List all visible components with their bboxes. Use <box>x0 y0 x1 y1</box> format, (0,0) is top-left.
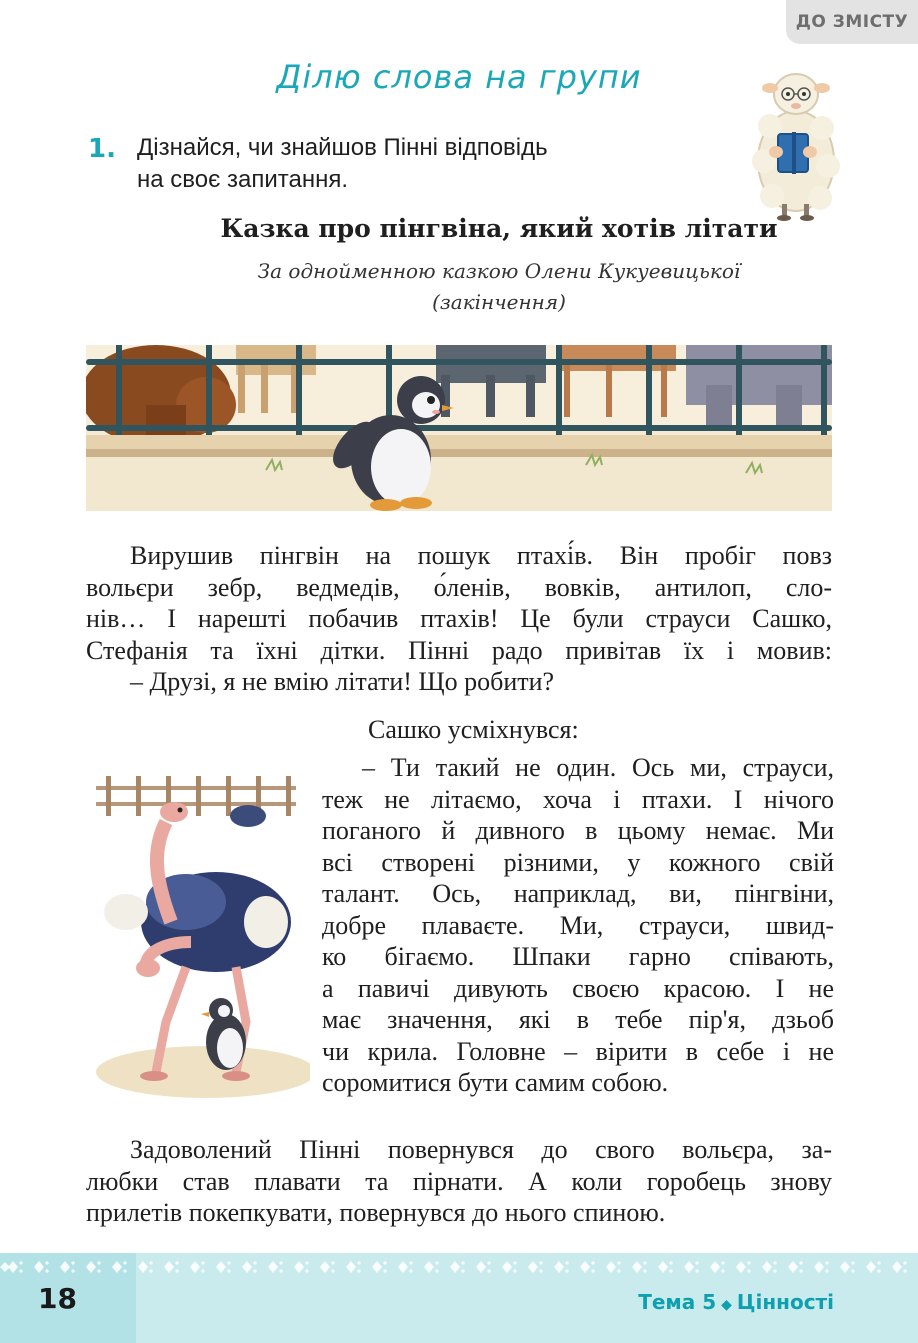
page-number: 18 <box>38 1282 77 1315</box>
ornament-motif <box>684 1261 699 1273</box>
text-line: вольєри зебр, ведмедів, о́ленів, вовків, антилоп, сло- <box>86 572 832 602</box>
theme-label <box>638 1290 834 1314</box>
separator-diamond-icon: ◆ <box>721 1297 732 1313</box>
ornament-motif <box>86 1261 101 1273</box>
text-line: талант. Ось, наприклад, ви, пінгвіни, <box>322 879 834 908</box>
ornament-motif <box>788 1261 803 1273</box>
text-line: соромитися бути самим собою. <box>322 1068 669 1097</box>
text-line: а павичі дивують своєю красою. І не <box>322 973 834 1003</box>
task-line-2: на своє запитання. <box>137 166 349 193</box>
ornament-motif <box>320 1261 335 1273</box>
paragraph-3: Сашко усміхнувся: <box>368 715 579 744</box>
ornament-motif <box>8 1261 23 1273</box>
story-source <box>0 256 918 318</box>
theme-name: Цінності <box>736 1290 834 1314</box>
ostrich-illustration <box>96 772 310 1098</box>
ornament-motif <box>762 1261 777 1273</box>
ornament-motif <box>528 1261 543 1273</box>
ornament-motif <box>814 1261 829 1273</box>
ornament-motif <box>398 1261 413 1273</box>
text-line: Вирушив пінгвін на пошук птахі́в. Він пробіг повз <box>130 541 832 570</box>
ornament-motif <box>632 1261 647 1273</box>
ornament-motif <box>346 1261 361 1273</box>
text-line: має значення, які в тебе пір'я, дзьоб <box>322 1005 834 1034</box>
story-title: Казка про пінгвіна, який хотів літати <box>220 214 778 243</box>
task-text <box>137 132 677 196</box>
story-source-line: За однойменною казкою Олени Кукуевицької <box>257 259 741 283</box>
ornament-motif <box>112 1261 127 1273</box>
text-line: – Ти такий не один. Ось ми, страуси, <box>362 753 834 782</box>
ornament-motif <box>658 1261 673 1273</box>
text-line: нів… І нарешті побачив птахів! Це були страуси Сашко, <box>86 604 832 633</box>
text-line: чи крила. Головне – вірити в себе і не <box>322 1036 834 1066</box>
paragraph-5 <box>86 1134 832 1229</box>
ornament-motif <box>710 1261 725 1273</box>
zoo-banner-illustration <box>86 345 832 511</box>
ornament-motif <box>866 1261 881 1273</box>
ornament-motif <box>138 1261 153 1273</box>
text-line: добре плаваєте. Ми, страуси, швид- <box>322 910 834 940</box>
paragraph-4 <box>322 752 834 1099</box>
text-line: Стефанія та їхні дітки. Пінні радо привітав їх і мовив: <box>86 635 832 665</box>
text-line: поганого й дивного в цьому немає. Ми <box>322 816 834 845</box>
ornament-motif <box>372 1261 387 1273</box>
theme-number: Тема 5 <box>638 1290 717 1314</box>
ornament-motif <box>190 1261 205 1273</box>
ornament-motif <box>242 1261 257 1273</box>
ornament-motif <box>164 1261 179 1273</box>
ornament-band <box>0 1256 918 1278</box>
task-number: 1. <box>88 134 116 164</box>
ornament-motif <box>424 1261 439 1273</box>
toc-button[interactable]: ДО ЗМІСТУ <box>786 0 918 44</box>
ornament-motif <box>294 1261 309 1273</box>
text-line: теж не літаємо, хоча і птахи. І нічого <box>322 784 834 814</box>
ornament-motif <box>606 1261 621 1273</box>
story-note: (закінчення) <box>432 290 566 314</box>
ornament-motif <box>476 1261 491 1273</box>
ornament-motif <box>736 1261 751 1273</box>
ornament-motif <box>60 1261 75 1273</box>
section-title: Ділю слова на групи <box>276 58 642 96</box>
ornament-motif <box>34 1261 49 1273</box>
ornament-motif <box>580 1261 595 1273</box>
ornament-motif <box>216 1261 231 1273</box>
ornament-motif <box>554 1261 569 1273</box>
ornament-motif <box>892 1261 907 1273</box>
paragraph-2: – Друзі, я не вмію літати! Що робити? <box>130 667 555 696</box>
paragraph-1 <box>86 540 832 666</box>
ornament-motif <box>502 1261 517 1273</box>
text-line: Задоволений Пінні повернувся до свого вольєра, за- <box>130 1135 832 1164</box>
text-line: прилетів покепкувати, повернувся до нього спиною. <box>86 1198 666 1227</box>
sheep-mascot-illustration <box>748 66 844 222</box>
ornament-motif <box>450 1261 465 1273</box>
ornament-motif <box>840 1261 855 1273</box>
text-line: любки став плавати та пірнати. А коли горобець знову <box>86 1166 832 1196</box>
text-line: всі створені різними, у кожного свій <box>322 847 834 877</box>
text-line: ко бігаємо. Шпаки гарно співають, <box>322 942 834 971</box>
ornament-motif <box>268 1261 283 1273</box>
task-line-1: Дізнайся, чи знайшов Пінні відповідь <box>137 134 548 161</box>
